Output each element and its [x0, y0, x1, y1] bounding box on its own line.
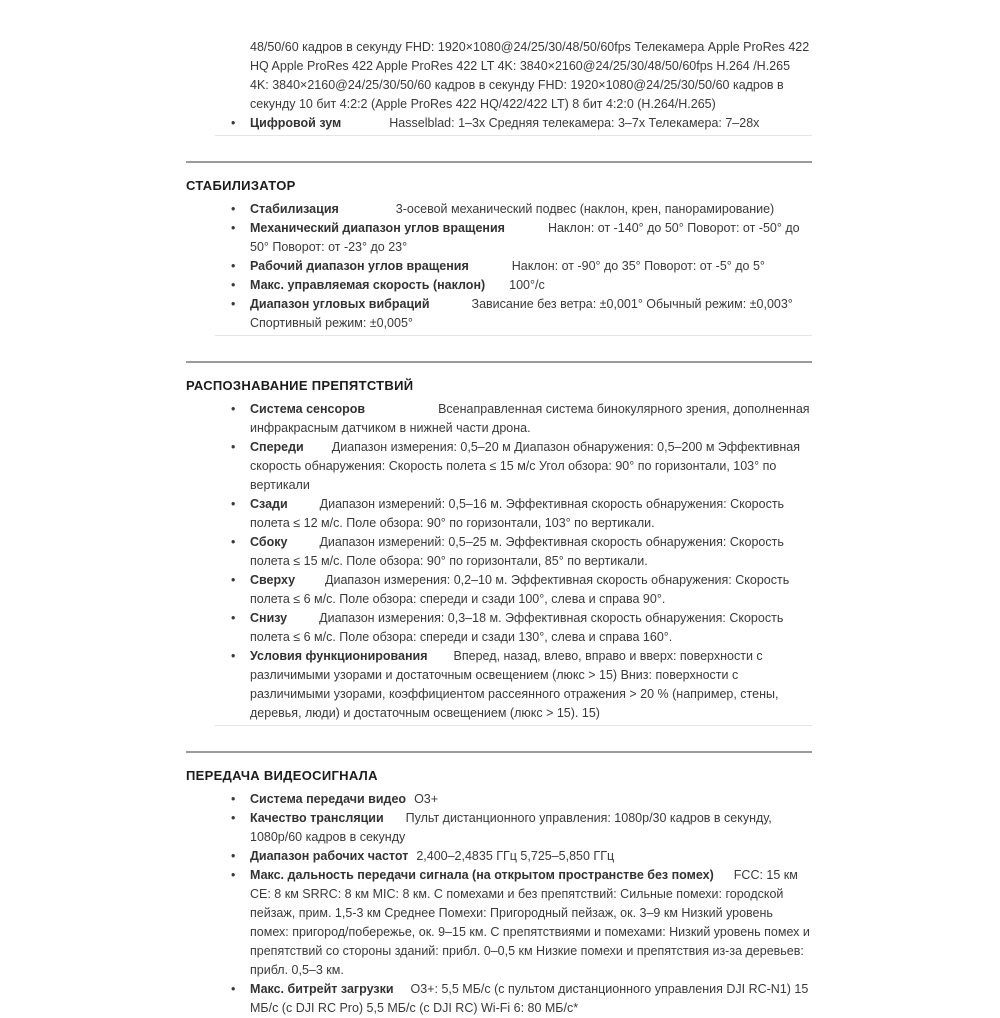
- spec-item: [186, 866, 812, 980]
- section-heading: СТАБИЛИЗАТОР: [186, 178, 296, 193]
- spec-item: [186, 295, 812, 333]
- label-value-gap: [365, 412, 438, 413]
- spec-item: [186, 276, 812, 295]
- spec-item: [186, 114, 812, 133]
- spec-item: [186, 438, 812, 495]
- spec-item-label: Макс. дальность передачи сигнала (на открытом пространстве без помех): [250, 868, 714, 882]
- spec-item-value: Диапазон измерений: 0,5–16 м. Эффективная скорость обнаружения: Скорость полета ≤ 12 м/с. Поле обзора: 90° по горизонтали, 103° по вертикали.: [250, 497, 785, 530]
- spec-item-label: Макс. управляемая скорость (наклон): [250, 278, 486, 292]
- spec-item: [186, 809, 812, 847]
- spec-item-label: Условия функционирования: [250, 649, 428, 663]
- label-value-gap: [469, 269, 512, 270]
- spec-item-value: Диапазон измерения: 0,3–18 м. Эффективная скорость обнаружения: Скорость полета ≤ 6 м/с. Поле обзора: спереди и сзади 130°, слева и справа 160°.: [250, 611, 784, 644]
- spec-item: [186, 400, 812, 438]
- spec-item-value: Hasselblad: 1–3x Средняя телекамера: 3–7x Телекамера: 7–28x: [389, 116, 760, 130]
- spec-item-label: Система сенсоров: [250, 402, 366, 416]
- spec-item-value: 3-осевой механический подвес (наклон, крен, панорамирование): [395, 202, 775, 216]
- spec-item-value: Диапазон измерений: 0,5–25 м. Эффективная скорость обнаружения: Скорость полета ≤ 15 м/с. Поле обзора: 90° по горизонтали, 85° по вертикали.: [250, 535, 784, 568]
- label-value-gap: [304, 450, 332, 451]
- spec-item-label: Сбоку: [250, 535, 288, 549]
- spec-item-label: Сзади: [250, 497, 288, 511]
- label-value-gap: [384, 821, 406, 822]
- section-divider: [186, 161, 812, 163]
- spec-item-value: 2,400–2,4835 ГГц 5,725–5,850 ГГц: [416, 849, 615, 863]
- label-value-gap: [430, 307, 472, 308]
- spec-item-value: FCC: 15 км CE: 8 км SRRC: 8 км MIC: 8 км. С помехами и без препятствий: Сильные помехи: городской пейзаж, прим. 1,5-3 км Среднее Помехи: Пригородный пейзаж, ок. 3–9 км Низкий уровень помех: пригород/побережье, ок. 9–15 км. С препятствиями и помехами: Низкий уровень помех и препятствий со стороны зданий: прибл. 0–0,5 км Низкие помехи и препятствия из-за деревьев: прибл. 0,5–3 км.: [250, 868, 810, 977]
- label-value-gap: [339, 212, 396, 213]
- spec-item-value: O3+: [414, 792, 439, 806]
- spec-item-label: Механический диапазон углов вращения: [250, 221, 505, 235]
- label-value-gap: [428, 659, 454, 660]
- spec-item: [186, 980, 812, 1018]
- spec-item-value: Наклон: от -90° до 35° Поворот: от -5° до 5°: [511, 259, 765, 273]
- spec-list: [186, 200, 812, 333]
- list-end-line: [215, 335, 812, 336]
- spec-item-label: Диапазон рабочих частот: [250, 849, 409, 863]
- spec-item-label: Цифровой зум: [250, 116, 342, 130]
- section-divider: [186, 361, 812, 363]
- spec-item-value: 100°/с: [509, 278, 545, 292]
- spec-item-value: Наклон: от -140° до 50° Поворот: от -50° до 50° Поворот: от -23° до 23°: [250, 221, 800, 254]
- spec-intro-paragraph: 48/50/60 кадров в секунду FHD: 1920×1080@24/25/30/48/50/60fps Телекамера Apple ProRes 422 HQ Apple ProRes 422 Apple ProRes 422 LT 4K: 3840×2160@24/25/30/48/50/60fps H.264 /H.265 4K: 3840×2160@24/25/30/50/60 кадров в секунду FHD: 1920×1080@24/25/30/50/60 кадров в секунду 10 бит 4:2:2 (Apple ProRes 422 HQ/422/422 LT) 8 бит 4:2:0 (H.264/H.265): [250, 40, 810, 111]
- label-value-gap: [714, 878, 734, 879]
- label-value-gap: [406, 802, 414, 803]
- spec-item-value: Диапазон измерения: 0,2–10 м. Эффективная скорость обнаружения: Скорость полета ≤ 6 м/с. Поле обзора: спереди и сзади 100°, слева и справа 90°.: [250, 573, 790, 606]
- spec-item: [186, 257, 812, 276]
- label-value-gap: [287, 545, 319, 546]
- spec-item-label: Спереди: [250, 440, 304, 454]
- spec-document: [186, 38, 812, 1018]
- spec-item-value: Пульт дистанционного управления: 1080p/30 кадров в секунду, 1080p/60 кадров в секунду: [250, 811, 772, 844]
- spec-item-value: Диапазон измерения: 0,5–20 м Диапазон обнаружения: 0,5–200 м Эффективная скорость обнаружения: Скорость полета ≤ 15 м/с Угол обзора: 90° по горизонтали, 103° по вертикали: [250, 440, 800, 492]
- spec-item-label: Качество трансляции: [250, 811, 384, 825]
- spec-item-label: Рабочий диапазон углов вращения: [250, 259, 469, 273]
- spec-item-label: Снизу: [250, 611, 288, 625]
- label-value-gap: [287, 621, 319, 622]
- spec-item-value: Всенаправленная система бинокулярного зрения, дополненная инфракрасным датчиком в нижней части дрона.: [250, 402, 810, 435]
- label-value-gap: [505, 231, 548, 232]
- section-heading: ПЕРЕДАЧА ВИДЕОСИГНАЛА: [186, 768, 378, 783]
- spec-item-label: Стабилизация: [250, 202, 339, 216]
- spec-item-label: Макс. битрейт загрузки: [250, 982, 394, 996]
- section-divider: [186, 751, 812, 753]
- section-heading: РАСПОЗНАВАНИЕ ПРЕПЯТСТВИЙ: [186, 378, 414, 393]
- spec-list: [186, 790, 812, 1018]
- spec-item: [186, 219, 812, 257]
- spec-item-label: Сверху: [250, 573, 296, 587]
- label-value-gap: [341, 126, 389, 127]
- spec-item: [186, 609, 812, 647]
- label-value-gap: [295, 583, 325, 584]
- list-end-line: [215, 725, 812, 726]
- spec-item: [186, 647, 812, 723]
- label-value-gap: [288, 507, 320, 508]
- spec-item: [186, 790, 812, 809]
- spec-item: [186, 533, 812, 571]
- spec-item: [186, 571, 812, 609]
- list-end-line: [215, 135, 812, 136]
- spec-item-label: Система передачи видео: [250, 792, 407, 806]
- spec-item-label: Диапазон угловых вибраций: [250, 297, 430, 311]
- spec-item: [186, 495, 812, 533]
- spec-list: [186, 114, 812, 133]
- spec-list: [186, 400, 812, 723]
- spec-item-value: O3+: 5,5 МБ/с (с пультом дистанционного управления DJI RC-N1) 15 МБ/с (с DJI RC Pro) 5,5 МБ/с (с DJI RC) Wi-Fi 6: 80 МБ/с*: [250, 982, 809, 1015]
- label-value-gap: [485, 288, 509, 289]
- spec-item-value: Вперед, назад, влево, вправо и вверх: поверхности с различимыми узорами и достаточным освещением (люкс > 15) Вниз: поверхности с различимыми узорами, коэффициентом рассеянного отражения > 20 % (например, стены, деревья, люди) и достаточным освещением (люкс > 15). 15): [250, 649, 779, 720]
- spec-item-value: Зависание без ветра: ±0,001° Обычный режим: ±0,003° Спортивный режим: ±0,005°: [250, 297, 793, 330]
- label-value-gap: [394, 992, 411, 993]
- spec-item: [186, 200, 812, 219]
- spec-item: [186, 847, 812, 866]
